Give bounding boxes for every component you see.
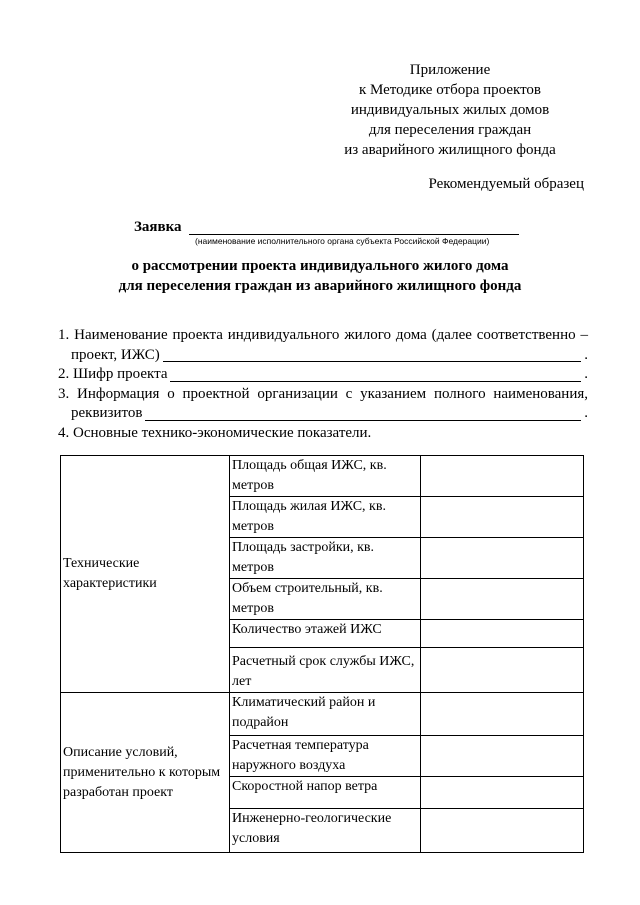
fill-in-line [145, 406, 581, 421]
value-cell[interactable] [421, 456, 584, 497]
numbered-list [58, 326, 588, 443]
table-row [61, 693, 584, 736]
recommended-sample-label: Рекомендуемый образец [428, 176, 584, 192]
list-item-continuation [58, 346, 588, 366]
appendix-line: к Методике отбора проектов [358, 82, 542, 98]
param-cell: Климатический район и подрайон [230, 693, 421, 736]
authority-name-line [189, 234, 519, 235]
group-cell: Описание условий, применительно к которым разработан проект [61, 693, 230, 853]
list-item-continuation [58, 404, 588, 424]
list-item-project-name [58, 326, 588, 365]
param-cell: Площадь общая ИЖС, кв. метров [230, 456, 421, 497]
param-cell: Площадь жилая ИЖС, кв. метров [230, 497, 421, 538]
line-end-period: . [584, 366, 588, 382]
list-item-text: реквизитов [71, 405, 143, 421]
list-item-row [58, 365, 588, 385]
param-cell: Площадь застройки, кв. метров [230, 538, 421, 579]
list-item-text: 1. Наименование проекта индивидуального жилого дома (далее соответственно – [58, 327, 588, 343]
value-cell[interactable] [421, 538, 584, 579]
indicators-table [60, 455, 584, 853]
value-cell[interactable] [421, 648, 584, 693]
group-cell: Технические характеристики [61, 456, 230, 693]
appendix-line: индивидуальных жилых домов [350, 102, 550, 118]
list-item-design-org [58, 385, 588, 424]
value-cell[interactable] [421, 497, 584, 538]
list-item-text: 4. Основные технико-экономические показатели. [58, 424, 372, 441]
value-cell[interactable] [421, 736, 584, 777]
authority-name-caption: (наименование исполнительного органа субъекта Российской Федерации) [195, 236, 490, 246]
appendix-line: Приложение [409, 62, 491, 78]
value-cell[interactable] [421, 777, 584, 809]
param-cell: Инженерно-геологические условия [230, 809, 421, 853]
list-item-text: проект, ИЖС) [71, 346, 160, 363]
fill-in-line [163, 347, 581, 362]
application-title: Заявка [134, 219, 182, 235]
application-subject [60, 256, 580, 296]
list-item-project-code [58, 365, 588, 385]
line-end-period: . [584, 346, 588, 363]
value-cell[interactable] [421, 620, 584, 648]
appendix-line: для переселения граждан [368, 122, 532, 138]
application-title-row [134, 218, 534, 236]
param-cell: Расчетный срок службы ИЖС, лет [230, 648, 421, 693]
param-cell: Объем строительный, кв. метров [230, 579, 421, 620]
param-cell: Расчетная температура наружного воздуха [230, 736, 421, 777]
subject-line: о рассмотрении проекта индивидуального жилого дома [131, 258, 509, 274]
fill-in-line [170, 367, 581, 382]
subject-line: для переселения граждан из аварийного жилищного фонда [118, 278, 522, 294]
param-cell: Количество этажей ИЖС [230, 620, 421, 648]
param-cell: Скоростной напор ветра [230, 777, 421, 809]
list-item-indicators [58, 424, 588, 444]
value-cell[interactable] [421, 579, 584, 620]
list-item-text: 3. Информация о проектной организации с указанием полного наименования, [58, 385, 588, 402]
list-item-text: 2. Шифр проекта [58, 366, 168, 382]
line-end-period: . [584, 405, 588, 421]
value-cell[interactable] [421, 693, 584, 736]
table-row [61, 456, 584, 497]
appendix-header [320, 60, 580, 160]
appendix-line: из аварийного жилищного фонда [344, 142, 556, 158]
value-cell[interactable] [421, 809, 584, 853]
